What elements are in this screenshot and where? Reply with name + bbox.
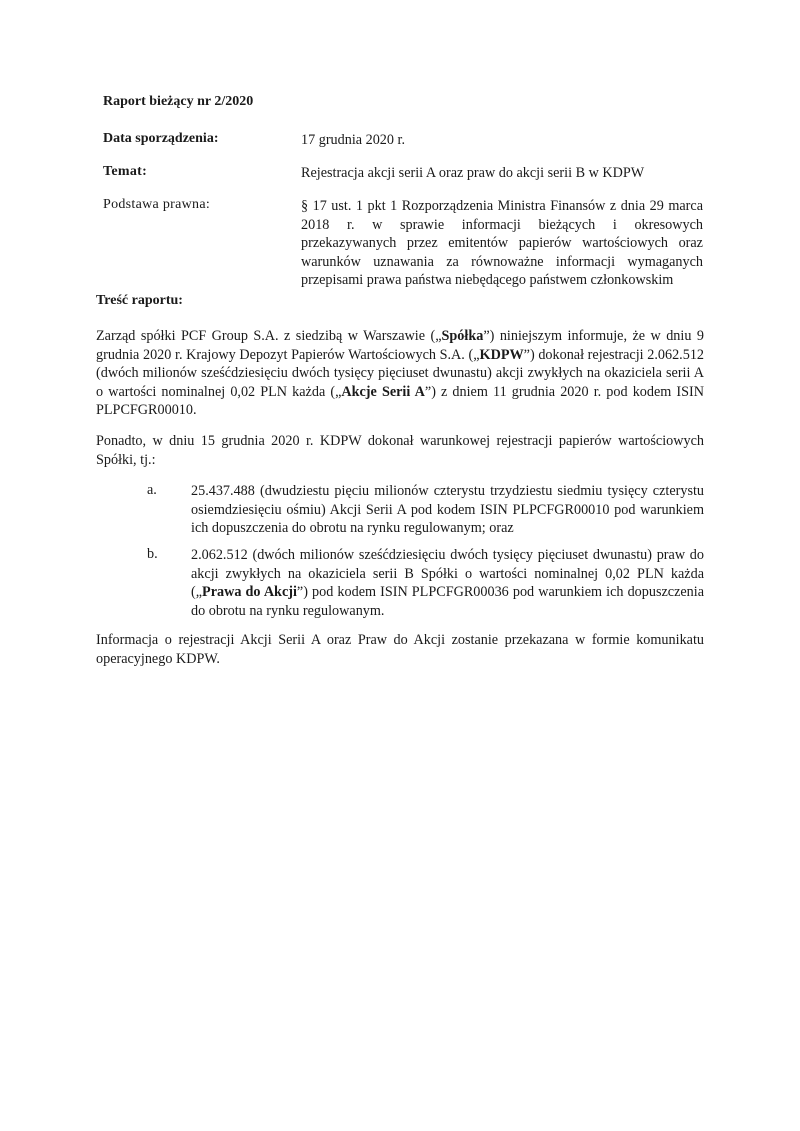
paragraph-text: ”) niniejszym informuje, że w dniu 9 grudnia 2020 r. Krajowy Depozyt Papierów Wartościowych S.A. („ [96,328,704,363]
defined-term-kdpw: KDPW [479,346,524,363]
list-text [191,546,704,620]
paragraph-information: Informacja o rejestracji Akcji Serii A oraz Praw do Akcji zostanie przekazana w formie komunikatu operacyjnego KDPW. [96,632,704,667]
meta-value-date: 17 grudnia 2020 r. [301,132,406,148]
meta-value-legal-basis: § 17 ust. 1 pkt 1 Rozporządzenia Ministra Finansów z dnia 29 marca 2018 r. w sprawie informacji bieżących i okresowych przekazywanych przez emitentów papierów wartościowych oraz warunków uznawania za równoważne informacji wymaganych przepisami prawa państwa niebędącego państwem członkowskim [301,198,703,289]
list-text-part: 2.062.512 (dwóch milionów sześćdziesięciu dwóch tysięcy pięciuset dwunastu) praw do akcji zwykłych na okaziciela serii B Spółki o wartości nominalnej 0,02 PLN każda („ [191,547,704,601]
report-title: Raport bieżący nr 2/2020 [103,94,254,109]
section-heading: Treść raportu: [96,293,183,308]
list-marker: b. [147,546,158,562]
list-marker: a. [147,482,157,498]
paragraph-text: ”) dokonał rejestracji 2.062.512 (dwóch milionów sześćdziesięciu dwóch tysięcy pięciuset dwunastu) akcji zwykłych na okaziciela serii A o wartości nominalnej 0,02 PLN każda („ [96,346,705,400]
defined-term-akcje-serii-a: Akcje Serii A [341,383,425,400]
paragraph-text: ”) z dniem 11 grudnia 2020 r. pod kodem ISIN PLPCFGR00010. [96,383,704,419]
defined-term-prawa-do-akcji: Prawa do Akcji [202,584,297,601]
paragraph-conditional-registration: Ponadto, w dniu 15 grudnia 2020 r. KDPW dokonał warunkowej rejestracji papierów wartościowych Spółki, tj.: [96,433,704,468]
list-text-part: ”) pod kodem ISIN PLPCFGR00036 pod warunkiem ich dopuszczenia do obrotu na rynku regulowanym. [191,584,704,619]
meta-value-subject: Rejestracja akcji serii A oraz praw do akcji serii B w KDPW [301,165,645,181]
meta-label-legal-basis: Podstawa prawna: [103,197,211,212]
paragraph-text: Zarząd spółki PCF Group S.A. z siedzibą w Warszawie („ [96,328,442,344]
meta-label-date: Data sporządzenia: [103,131,219,146]
list-text: 25.437.488 (dwudziestu pięciu milionów czterystu trzydziestu siedmiu tysięcy czterystu osiemdziesięciu ośmiu) Akcji Serii A pod kodem ISIN PLPCFGR00010 pod warunkiem ich dopuszczenia do obrotu na rynku regulowanym; oraz [191,483,704,537]
defined-term-spolka: Spółka [441,328,484,344]
meta-label-subject: Temat: [103,164,148,179]
paragraph-registration [96,327,704,420]
